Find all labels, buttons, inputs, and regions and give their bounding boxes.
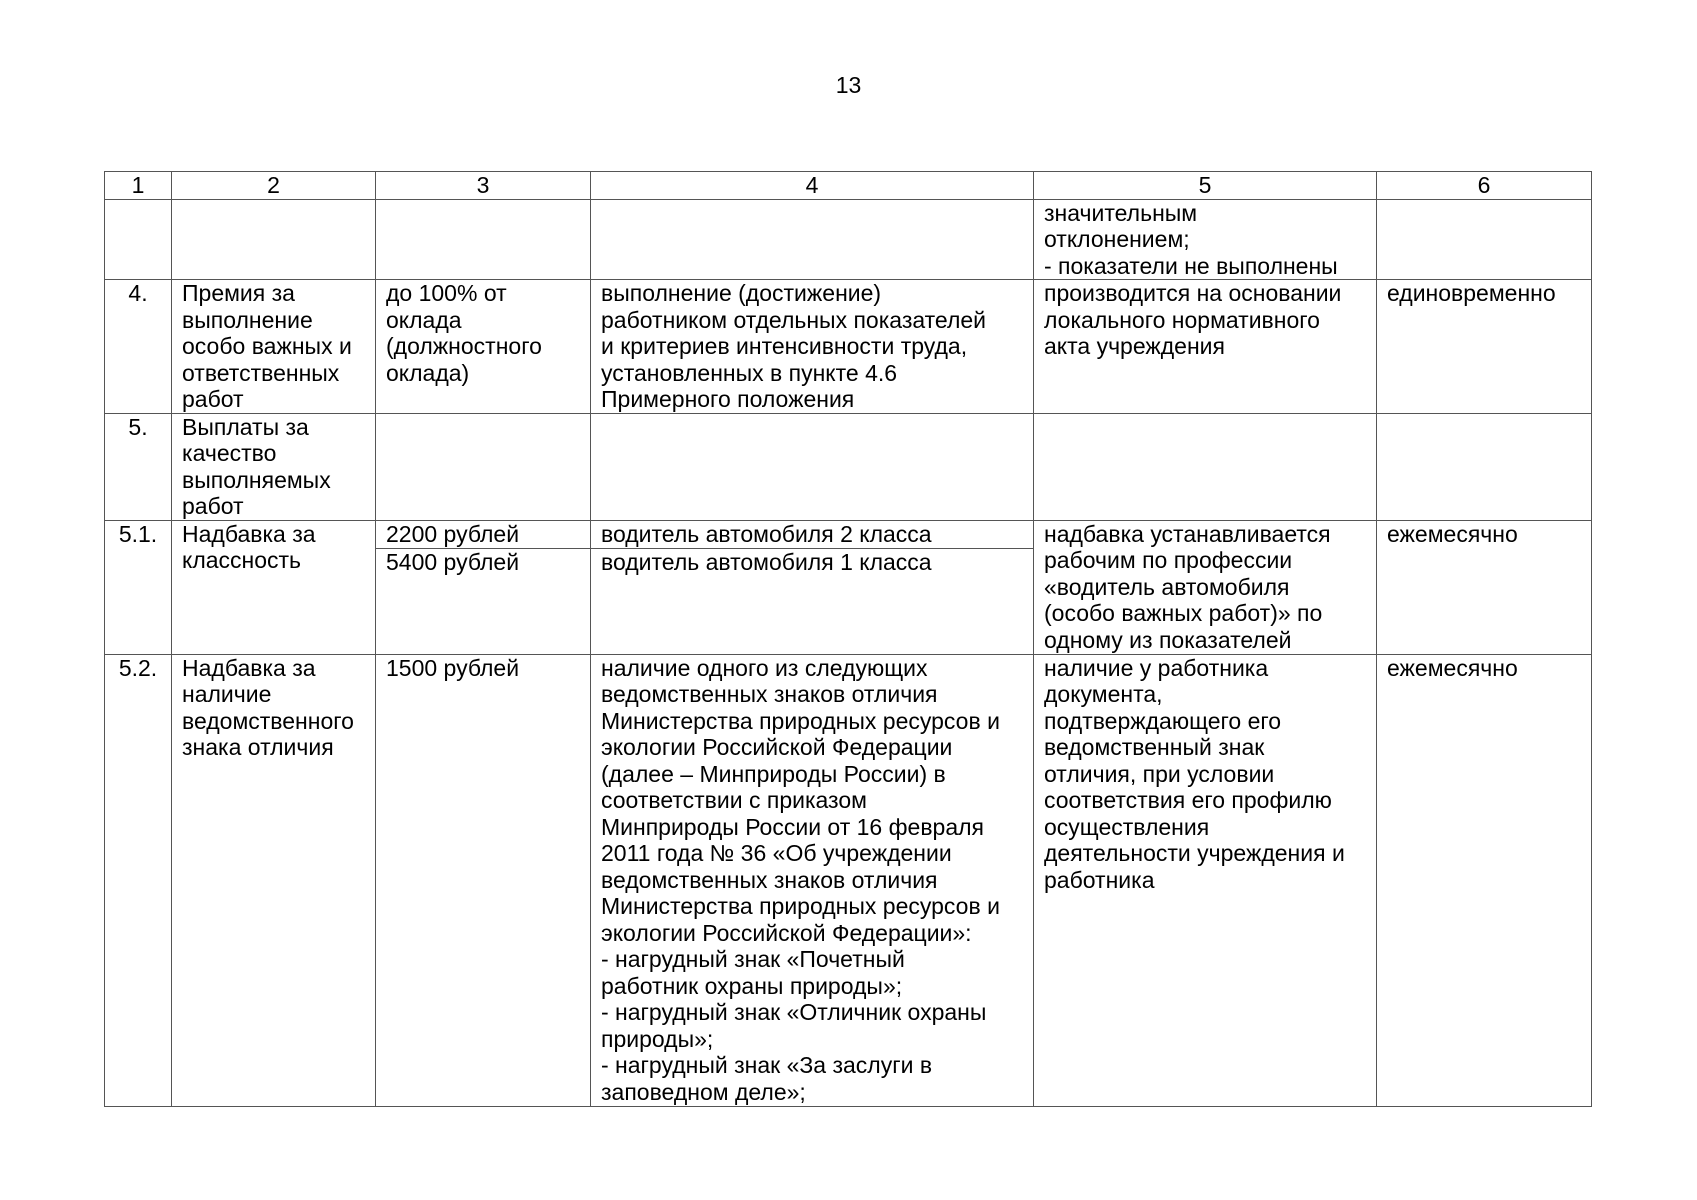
text-line: знака отличия — [182, 734, 334, 760]
cell-condition — [1034, 199, 1377, 280]
text-line: наличие — [182, 681, 272, 707]
cell-criteria — [591, 280, 1034, 414]
table-row-5 — [105, 413, 1592, 520]
cell-empty — [376, 413, 591, 520]
text-line: работ — [182, 386, 244, 412]
text-line: выполнение — [182, 306, 313, 333]
text-line: соответствии с приказом — [601, 787, 867, 813]
cell-period: единовременно — [1377, 280, 1592, 414]
text-line: экологии Российской Федерации — [601, 734, 953, 760]
text-line: до 100% от — [386, 280, 507, 306]
text-line: работ — [182, 493, 244, 519]
header-col-5: 5 — [1034, 172, 1377, 200]
cell-period: ежемесячно — [1377, 520, 1592, 654]
text-line: Министерства природных ресурсов и — [601, 707, 1000, 734]
text-line: заповедном деле»; — [601, 1078, 806, 1105]
text-line: (особо важных работ)» по — [1044, 600, 1323, 626]
text-line: Премия за — [182, 280, 295, 306]
cell-criteria: водитель автомобиля 2 класса — [591, 520, 1034, 548]
cell-number: 5.1. — [105, 520, 172, 654]
text-line: выполняемых — [182, 466, 331, 493]
text-line: Примерного положения — [601, 386, 855, 412]
cell-empty — [105, 199, 172, 280]
text-line: рабочим по профессии — [1044, 547, 1293, 573]
text-line: оклада) — [386, 359, 470, 386]
text-line: классность — [182, 547, 302, 573]
header-row — [105, 172, 1592, 200]
text-line: выполнение (достижение) — [601, 280, 882, 306]
cell-amount: 5400 рублей — [376, 548, 591, 654]
text-line: локального нормативного — [1044, 306, 1320, 333]
cell-number: 5.2. — [105, 654, 172, 1106]
header-col-6: 6 — [1377, 172, 1592, 200]
text-line: «водитель автомобиля — [1044, 573, 1290, 600]
text-line: оклада — [386, 306, 462, 333]
text-line: соответствия его профилю — [1044, 787, 1332, 813]
text-line: Надбавка за — [182, 654, 316, 681]
header-col-1: 1 — [105, 172, 172, 200]
cell-payment-name — [172, 280, 376, 414]
text-line: ведомственного — [182, 707, 354, 734]
table-row-5-2 — [105, 654, 1592, 1106]
cell-number: 4. — [105, 280, 172, 414]
header-col-4: 4 — [591, 172, 1034, 200]
cell-empty — [591, 413, 1034, 520]
text-line: - нагрудный знак «Отличник охраны — [601, 999, 987, 1025]
page-number: 13 — [835, 72, 862, 98]
table-row-5-1 — [105, 520, 1592, 548]
text-line: одному из показателей — [1044, 626, 1292, 653]
text-line: ведомственных знаков отличия — [601, 866, 938, 893]
cell-empty — [591, 199, 1034, 280]
cell-empty — [172, 199, 376, 280]
text-line: значительным — [1044, 199, 1198, 226]
text-line: работником отдельных показателей — [601, 306, 987, 333]
cell-empty — [376, 199, 591, 280]
header-col-2: 2 — [172, 172, 376, 200]
text-line: отклонением; — [1044, 226, 1190, 252]
text-line: надбавка устанавливается — [1044, 520, 1331, 547]
text-line: (далее – Минприроды России) в — [601, 760, 946, 787]
cell-period: ежемесячно — [1377, 654, 1592, 1106]
table-row-4 — [105, 280, 1592, 414]
cell-amount: 2200 рублей — [376, 520, 591, 548]
cell-criteria: водитель автомобиля 1 класса — [591, 548, 1034, 654]
text-line: - показатели не выполнены — [1044, 252, 1338, 279]
text-line: - нагрудный знак «Почетный — [601, 946, 905, 972]
payments-table — [104, 171, 1592, 1107]
text-line: работника — [1044, 866, 1155, 893]
text-line: подтверждающего его — [1044, 707, 1282, 734]
text-line: - нагрудный знак «За заслуги в — [601, 1052, 933, 1078]
cell-payment-name — [172, 413, 376, 520]
text-line: ведомственный знак — [1044, 734, 1265, 760]
text-line: ведомственных знаков отличия — [601, 681, 938, 707]
table-row-continuation — [105, 199, 1592, 280]
cell-empty — [1377, 199, 1592, 280]
text-line: деятельности учреждения и — [1044, 840, 1345, 866]
text-line: работник охраны природы»; — [601, 972, 903, 999]
text-line: установленных в пункте 4.6 — [601, 359, 898, 386]
text-line: отличия, при условии — [1044, 760, 1275, 787]
cell-condition — [1034, 280, 1377, 414]
text-line: производится на основании — [1044, 280, 1342, 306]
cell-empty — [1034, 413, 1377, 520]
text-line: ответственных — [182, 359, 340, 386]
cell-number: 5. — [105, 413, 172, 520]
text-line: осуществления — [1044, 813, 1210, 840]
text-line: документа, — [1044, 681, 1163, 707]
text-line: Надбавка за — [182, 520, 316, 547]
text-line: (должностного — [386, 333, 542, 359]
cell-condition — [1034, 654, 1377, 1106]
text-line: природы»; — [601, 1025, 714, 1052]
text-line: и критериев интенсивности труда, — [601, 333, 968, 359]
cell-payment-name — [172, 520, 376, 654]
text-line: 2011 года № 36 «Об учреждении — [601, 840, 952, 866]
text-line: Выплаты за — [182, 413, 309, 440]
cell-criteria — [591, 654, 1034, 1106]
text-line: экологии Российской Федерации»: — [601, 919, 972, 946]
cell-condition — [1034, 520, 1377, 654]
text-line: особо важных и — [182, 333, 352, 359]
cell-empty — [1377, 413, 1592, 520]
text-line: качество — [182, 440, 277, 466]
text-line: Минприроды России от 16 февраля — [601, 813, 985, 840]
header-col-3: 3 — [376, 172, 591, 200]
cell-amount — [376, 280, 591, 414]
text-line: наличие у работника — [1044, 654, 1269, 681]
text-line: акта учреждения — [1044, 333, 1225, 359]
text-line: Министерства природных ресурсов и — [601, 893, 1000, 919]
cell-payment-name — [172, 654, 376, 1106]
cell-amount: 1500 рублей — [376, 654, 591, 1106]
text-line: наличие одного из следующих — [601, 654, 928, 681]
